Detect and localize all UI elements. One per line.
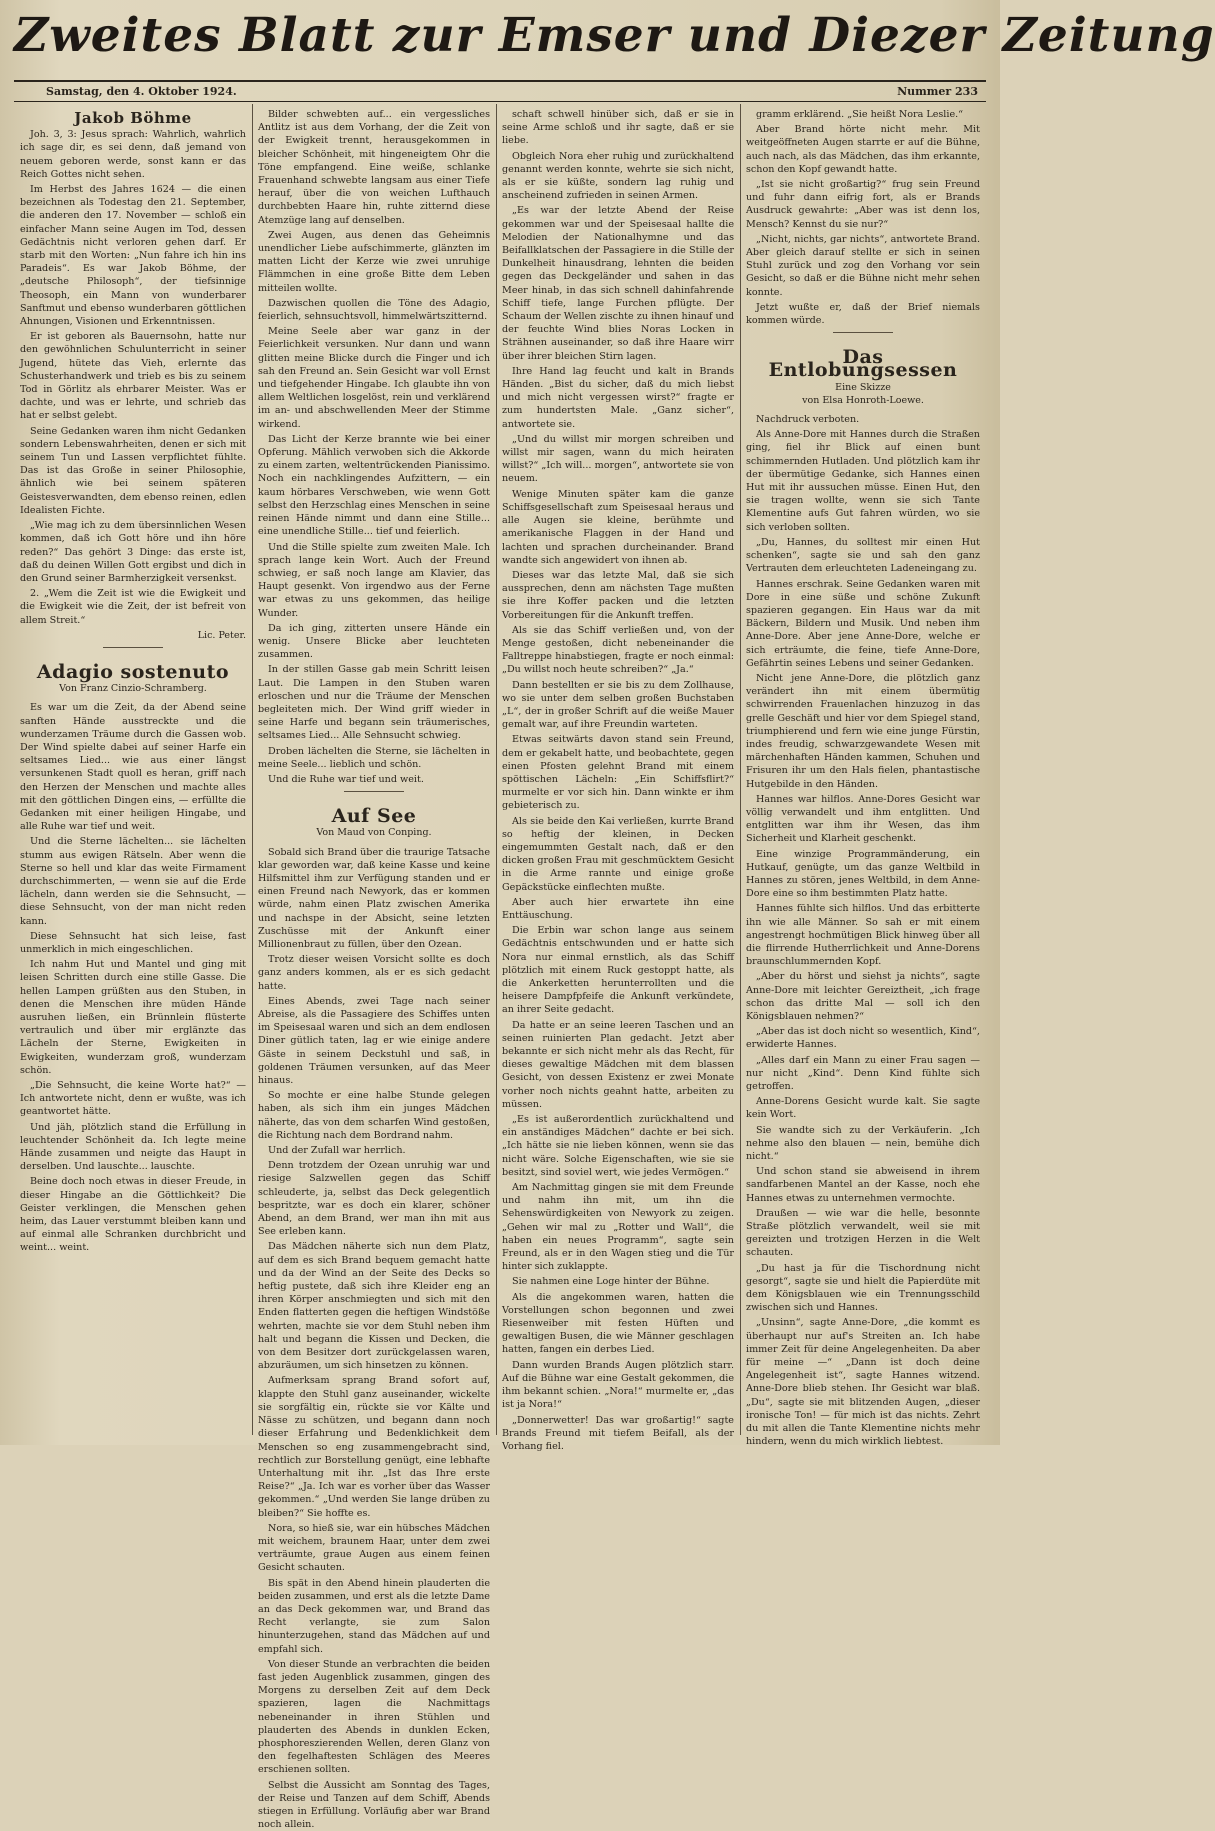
article-paragraph: Dann bestellten er sie bis zu dem Zollhause, wo sie unter dem selben großen Buchstaben „L“, der in großer Schrift auf die weiße Mauer gemalt war, auf ihre Freundin warteten.: [502, 679, 734, 731]
article-paragraph: schaft schwell hinüber sich, daß er sie in seine Arme schloß und ihr sagte, daß er sie liebe.: [502, 109, 734, 147]
article-paragraph: Seine Gedanken waren ihm nicht Gedanken sondern Lebenswahrheiten, denen er sich mit seinem Tun und Lassen verpflichtet fühlte. Das ist das Große in seiner Philosophie, ähnlich wie bei seinem späteren Geistesverwandten, dem ebenso reinen, edlen Idealisten Fichte.: [20, 425, 246, 516]
article-paragraph: Ich nahm Hut und Mantel und ging mit leisen Schritten durch eine stille Gasse. Die hellen Lampen grüßten aus den Stuben, in denen die Menschen ihre müden Hände ausruhen ließen, ein Brünnlein flüsterte vertraulich und über mir erglänzte das Lächeln der Sterne, Ewigkeiten in Ewigkeiten, wunderzam groß, wunderzam schön.: [20, 959, 246, 1076]
article-paragraph: Das Licht der Kerze brannte wie bei einer Opferung. Mählich verwoben sich die Akkorde zu einem zarten, weltentrückenden Pianissimo. Noch ein nachklingendes Aufzittern, — ein kaum hörbares Verschweben, wie wenn Gott selbst den Herzschlag eines Menschen in seine reinen Hände nimmt und dann eine Stille... eine unendliche Stille... tief und feierlich.: [258, 433, 490, 538]
article-paragraph: Obgleich Nora eher ruhig und zurückhaltend genannt werden konnte, wehrte sie sich nicht, als er sie küßte, sondern lag ruhig und anscheinend zufrieden in seinen Armen.: [502, 150, 734, 202]
article-paragraph: Und schon stand sie abweisend in ihrem sandfarbenen Mantel an der Kasse, noch ehe Hannes etwas zu unternehmen vermochte.: [746, 1166, 980, 1204]
article-paragraph: „Die Sehnsucht, die keine Worte hat?“ — Ich antwortete nicht, denn er wußte, was ich geantwortet hätte.: [20, 1080, 246, 1118]
masthead-title: Zweites Blatt zur Emser und Diezer Zeitung: [14, 8, 1215, 63]
article-paragraph: Dann wurden Brands Augen plötzlich starr. Auf die Bühne war eine Gestalt gekommen, die ihm bekannt schien. „Nora!“ murmelte er, „das ist ja Nora!“: [502, 1359, 734, 1411]
article-paragraph: Aufmerksam sprang Brand sofort auf, klappte den Stuhl ganz auseinander, wickelte sie sorgfältig ein, rückte sie vor Kälte und Nässe zu schützen, und begann dann noch dieser Erfahrung und Bedenklichkeit dem Menschen so eng zusammengebracht sind, rechtlich zur Borstellung genügt, eine lebhafte Unterhaltung mit ihr. „Ist das Ihre erste Reise?“ „Ja. Ich war es vorher über das Wasser gekommen.“ „Und werden Sie lange drüben zu bleiben?“ Sie hoffte es.: [258, 1375, 490, 1519]
article-paragraph: Hannes war hilflos. Anne-Dores Gesicht war völlig verwandelt und ihm entglitten. Und entglitten war ihm ihr Wesen, das ihm Sicherheit und Klarheit geschenkt.: [746, 793, 980, 845]
article-paragraph: Nora, so hieß sie, war ein hübsches Mädchen mit weichem, braunem Haar, unter dem zwei verträumte, graue Augen aus einem feinen Gesicht schauten.: [258, 1522, 490, 1574]
issue-number: Nummer 233: [897, 85, 978, 98]
article-paragraph: Sobald sich Brand über die traurige Tatsache klar geworden war, daß keine Kasse und keine Hilfsmittel ihm zur Verfügung standen und er einen Freund nach Newyork, das er kommen würde, nahm einen Platz zwischen Amerika und nachspe in der Absicht, seine letzten Zuschüsse mit der Ankunft einer Millionenbraut zu füllen, über den Ozean.: [258, 846, 490, 950]
article-paragraph: „Ist sie nicht großartig?“ frug sein Freund und fuhr dann eifrig fort, als er Brands Ausdruck gewahrte: „Aber was ist denn los, Mensch? Kennst du sie nur?“: [746, 179, 980, 230]
article-byline: Von Franz Cinzio-Schramberg.: [59, 683, 207, 695]
article-paragraph: Anne-Dorens Gesicht wurde kalt. Sie sagte kein Wort.: [746, 1096, 980, 1121]
article-paragraph: Als die angekommen waren, hatten die Vorstellungen schon begonnen und zwei Riesenweiber mit festen Hüften und gewaltigen Busen, die wie Männer geschlagen hatten, fangen ein derbes Lied.: [502, 1291, 734, 1356]
article-paragraph: Und jäh, plötzlich stand die Erfüllung in leuchtender Schönheit da. Ich legte meine Hände zusammen und neigte das Haupt in derselben. Und lauschte... lauschte.: [20, 1121, 246, 1173]
article-paragraph: Eines Abends, zwei Tage nach seiner Abreise, als die Passagiere des Schiffes unten im Speisesaal waren und sich an dem endlosen Diner gütlich taten, lag er wie einige andere Gäste in seinem Deckstuhl und saß, in goldenen Träumen versunken, auf das Meer hinaus.: [258, 995, 490, 1087]
article-divider: [103, 647, 163, 648]
article-paragraph: Eine winzige Programmänderung, ein Hutkauf, genügte, um das ganze Weltbild in Hannes zu stören, jenes Weltbild, in dem Anne-Dore eine so ihm bestimmten Platz hatte.: [746, 848, 980, 900]
article-paragraph: Droben lächelten die Sterne, sie lächelten in meine Seele... lieblich und schön.: [258, 745, 490, 770]
article-paragraph: Und der Zufall war herrlich.: [268, 1145, 406, 1157]
article-paragraph: „Du hast ja für die Tischordnung nicht gesorgt“, sagte sie und hielt die Papierdüte mit dem Königsblauen wie ein Trennungsschild zwischen sich und Hannes.: [746, 1262, 980, 1314]
article-paragraph: Von dieser Stunde an verbrachten die beiden fast jeden Augenblick zusammen, gingen des Morgens zu derselben Zeit auf dem Deck spazieren, lagen die Nachmittags nebeneinander in ihren Stühlen und plauderten des Abends in dunklen Ecken, phosphoreszierenden Wellen, deren Glanz von den fegelhaftesten Schlägen des Meeres erschienen sollten.: [258, 1658, 490, 1776]
reprint-note: Nachdruck verboten.: [756, 414, 860, 426]
article-paragraph: Bilder schwebten auf... ein vergessliches Antlitz ist aus dem Vorhang, der die Zeit von der Ewigkeit trennt, herausgekommen in bleicher Schönheit, mit hingeneigtem Ohr die Töne empfangend. Eine weiße, schlanke Frauenhand schwebte langsam aus einer Tiefe herauf, über die von weichen Lufthauch durchbebten Haare hin, ruhte zitternd diese Atemzüge lang auf denselben.: [258, 109, 490, 226]
article-paragraph: Als Anne-Dore mit Hannes durch die Straßen ging, fiel ihr Blick auf einen bunt schimmernden Hutladen. Und plötzlich kam ihr der übermütige Gedanke, sich Hannes einen Hut mit ihr aussuchen müsse. Einen Hut, den sie tragen wollte, wenn sie sich Tante Klementine aufs Gut fahren würden, wo sie sich verloben sollten.: [746, 429, 980, 533]
article-paragraph: Wenige Minuten später kam die ganze Schiffsgesellschaft zum Speisesaal heraus und alle Augen sie kleine, berühmte und amerikanische Flaggen in der Hand und lachten und sprachen durcheinander. Brand wandte sich angewidert von ihnen ab.: [502, 488, 734, 566]
article-paragraph: Joh. 3, 3: Jesus sprach: Wahrlich, wahrlich ich sage dir, es sei denn, daß jemand von neuem geboren werde, sonst kann er das Reich Gottes nicht sehen.: [20, 129, 246, 180]
article-paragraph: Jetzt wußte er, daß der Brief niemals kommen würde.: [746, 301, 980, 327]
article-paragraph: „Du, Hannes, du solltest mir einen Hut schenken“, sagte sie und sah den ganz Vertrauten dem erleuchteten Ladeneingang zu.: [746, 536, 980, 575]
article-paragraph: Aber auch hier erwartete ihn eine Enttäuschung.: [502, 896, 734, 921]
article-paragraph: Und die Sterne lächelten... sie lächelten stumm aus ewigen Rätseln. Aber wenn die Sterne so hell und klar das weite Firmament durchschimmerten, — wenn sie auf die Erde lächeln, dann werden sie die Sehnsucht, — diese Sehnsucht, von der man nicht reden kann.: [20, 836, 246, 927]
article-title: Jakob Böhme: [74, 109, 192, 127]
article-paragraph: Er ist geboren als Bauernsohn, hatte nur den gewöhnlichen Schulunterricht in seiner Jugend, hütete das Vieh, erlernte das Schusterhandwerk und trieb es bis zu seinem Tod in Görlitz als ehrbarer Meister. Was er dachte, und was er lehrte, und schrieb das hat er selbst gelebt.: [20, 331, 246, 422]
article-paragraph: Beine doch noch etwas in dieser Freude, in dieser Hingabe an die Göttlichkeit? Die Geister verklingen, die Menschen gehen heim, das Lauer verstummt bleiben kann und auf einmal alle Schranken durchbricht und weint... weint.: [20, 1176, 246, 1254]
article-paragraph: „Nicht, nichts, gar nichts“, antwortete Brand. Aber gleich darauf stellte er sich in seinen Stuhl zurück und zog den Vorhang vor sein Gesicht, so daß er die Bühne nicht mehr sehen konnte.: [746, 233, 980, 298]
article-paragraph: Da ich ging, zitterten unsere Hände ein wenig. Unsere Blicke aber leuchteten zusammen.: [258, 622, 490, 661]
article-byline: von Elsa Honroth-Loewe.: [802, 394, 924, 406]
article-paragraph: Nicht jene Anne-Dore, die plötzlich ganz verändert ihn mit einem übermütig schwirrenden Frauenlachen hinzuzog in das grelle Geschäft und hier vor dem Spiegel stand, triumphierend und fern wie eine junge Fürstin, indes freudig, schwarzgewandete Wesen mit märchenhaften Händen kammen, Schuhen und Frisuren ihr um den Hals fielen, phantastische Hutgebilde in den Händen.: [746, 672, 980, 790]
article-paragraph: Sie wandte sich zu der Verkäuferin. „Ich nehme also den blauen — nein, bemühe dich nicht.“: [746, 1124, 980, 1163]
article-title: Adagio sostenuto: [36, 660, 230, 683]
article-paragraph: „Unsinn“, sagte Anne-Dore, „die kommt es überhaupt nur auf's Streiten an. Ich habe immer Zeit für deine Angelegenheiten. Da aber für meine —“ „Dann ist doch deine Angelegenheit ist“, sagte Hannes witzend. Anne-Dore blieb stehen. Ihr Gesicht war blaß. „Du“, sagte sie mit blitzenden Augen, „dieser ironische Ton! — für mich ist das nichts. Zehrt du mit allen die Tante Klementine nichts mehr hindern, wenn du mich wirklich liebtest.: [746, 1317, 980, 1448]
masthead-rule-top: [14, 80, 986, 82]
article-paragraph: Dazwischen quollen die Töne des Adagio, feierlich, sehnsuchtsvoll, himmelwärtszitternd.: [258, 297, 490, 323]
article-paragraph: Meine Seele aber war ganz in der Feierlichkeit versunken. Nur dann und wann glitten meine Blicke durch die Finger und ich sah den Freund an. Sein Gesicht war voll Ernst und tiefgehender Hingabe. Ich glaubte ihn von allem Weltlichen losgelöst, rein und verklärend im an- und abschwellenden Meer der Stimme wirkend.: [258, 326, 490, 430]
article-subtitle: Eine Skizze: [835, 381, 891, 393]
article-paragraph: „Wie mag ich zu dem übersinnlichen Wesen kommen, daß ich Gott höre und ihn höre reden?“ Das gehört 3 Dinge: das erste ist, daß du deinen Willen Gott ergibst und dich in den Grund seiner Barmherzigkeit versenkst.: [20, 520, 246, 584]
article-paragraph: „Es ist außerordentlich zurückhaltend und ein anständiges Mädchen“ dachte er bei sich. „Ich hätte sie nie lieben können, wenn sie das nicht wäre. Solche Eigenschaften, wie sie sie besitzt, sind soviel wert, wie jedes Vermögen.“: [502, 1114, 734, 1178]
article-paragraph: gramm erklärend. „Sie heißt Nora Leslie.“: [756, 109, 964, 120]
article-paragraph: Und die Ruhe war tief und weit.: [268, 773, 424, 785]
article-paragraph: Es war um die Zeit, da der Abend seine sanften Hände ausstreckte und die wunderzamen Träume durch die Gassen wob. Der Wind spielte dabei auf seiner Harfe ein seltsames Lied... wie aus einer längst versunkenen Stadt quoll es heran, griff nach den Herzen der Menschen und machte alles mit den göttlichen Dingen eins, — erfüllte die Gedanken mit einer heiligen Hingabe, und alle Ruhe war tief und weit.: [20, 702, 246, 833]
article-paragraph: Am Nachmittag gingen sie mit dem Freunde und nahm ihn mit, um ihn die Sehenswürdigkeiten von Newyork zu zeigen. „Gehen wir mal zu „Rotter und Wall“, die haben ein neues Programm“, sagte sein Freund, als er in den Wagen stieg und die Tür hinter sich zuklappte.: [502, 1182, 734, 1273]
article-paragraph: So mochte er eine halbe Stunde gelegen haben, als sich ihm ein junges Mädchen näherte, das von dem scharfen Wind gestoßen, die Richtung nach dem Bordrand nahm.: [258, 1090, 490, 1141]
article-paragraph: Trotz dieser weisen Vorsicht sollte es doch ganz anders kommen, als er es sich gedacht hatte.: [258, 954, 490, 992]
article-title: Auf See: [331, 805, 417, 828]
article-paragraph: Und die Stille spielte zum zweiten Male. Ich sprach lange kein Wort. Auch der Freund schwieg, er saß noch lange am Klavier, das Haupt gesenkt. Von irgendwo aus der Ferne war etwas zu uns gekommen, das heilige Wunder.: [258, 541, 490, 619]
article-paragraph: Die Erbin war schon lange aus seinem Gedächtnis entschwunden und er hatte sich Nora nur einmal ernstlich, als das Schiff plötzlich mit einem Ruck gestoppt hatte, als die Ankerketten herunterrollten und die heisere Dampfpfeife die Ankunft verkündete, an ihrer Seite gedacht.: [502, 925, 734, 1016]
article-paragraph: Dieses war das letzte Mal, daß sie sich aussprechen, denn am nächsten Tage mußten sie ihre Koffer packen und die letzten Vorbereitungen für die Ankunft treffen.: [502, 569, 734, 621]
column-divider: [252, 104, 253, 1435]
article-paragraph: Als sie das Schiff verließen und, von der Menge gestoßen, dicht nebeneinander die Falltreppe hinabstiegen, fragte er noch einmal: „Du willst noch heute schreiben?“ „Ja.“: [502, 624, 734, 676]
article-paragraph: Denn trotzdem der Ozean unruhig war und riesige Salzwellen gegen das Schiff schleuderte, ja, selbst das Deck gelegentlich bespritzte, war es doch ein klarer, schöner Abend, an dem Brand, wer man ihn mit aus See erleben kann.: [258, 1160, 490, 1238]
article-paragraph: Im Herbst des Jahres 1624 — die einen bezeichnen als Todestag den 21. September, die anderen den 17. November — schloß ein einfacher Mann seine Augen im Tod, dessen Gedächtnis nicht verloren gehen darf. Er starb mit den Worten: „Nun fahre ich hin ins Paradeis“. Es war Jakob Böhme, der „deutsche Philosoph“, der tiefsinnige Theosoph, ein Mann von wunderbarer Sanftmut und ebenso wunderbaren göttlichen Ahnungen, Visionen und Erkenntnissen.: [20, 184, 246, 328]
article-paragraph: „Aber du hörst und siehst ja nichts“, sagte Anne-Dore mit leichter Gereiztheit, „ich frage schon das dritte Mal — soll ich den Königsblauen nehmen?“: [746, 971, 980, 1022]
article-paragraph: „Es war der letzte Abend der Reise gekommen war und der Speisesaal hallte die Melodien der Nationalhymne und das Beifallklatschen der Passagiere in die Stille der Dunkelheit hinausdrang, lehnten die beiden gegen das Deckgeländer und sahen in das Meer hinab, in das sich schnell dahinfahrende Schiff tiefe, lange Furchen pflügte. Der Schaum der Wellen zischte zu ihnen hinauf und der feuchte Wind blies Noras Locken in Strähnen auseinander, so daß ihre Haare wirr über ihrer bleichen Stirn lagen.: [502, 205, 734, 362]
article-signature: Lic. Peter.: [197, 629, 246, 641]
column-4: [746, 108, 980, 1448]
article-paragraph: Das Mädchen näherte sich nun dem Platz, auf dem es sich Brand bequem gemacht hatte und da der Wind an der Seite des Decks so heftig pustete, daß sich ihre Kleider eng an ihren Körper anschmiegten und sich mit den Enden flatterten gegen die heftigen Windstöße wehrten, machte sie vor dem Stuhl neben ihm halt und begann die Kissen und Decken, die von dem Besitzer dort zurückgelassen waren, abzuräumen, um sich hinsetzen zu können.: [258, 1241, 490, 1372]
article-paragraph: In der stillen Gasse gab mein Schritt leisen Laut. Die Lampen in den Stuben waren erloschen und nur die Träume der Menschen begleiteten mich. Der Wind griff wieder in seine Harfe und begann sein träumerisches, seltsames Lied... Alle Sehnsucht schwieg.: [258, 664, 490, 742]
column-1: [20, 108, 246, 1438]
article-paragraph: Hannes fühlte sich hilflos. Und das erbitterte ihn wie alle Männer. So sah er mit einem angestrengt hochmütigen Blick hinweg über all die flirrende Hutherrlichkeit und Anne-Dorens braunschlummernden Kopf.: [746, 903, 980, 968]
article-paragraph: Da hatte er an seine leeren Taschen und an seinen ruinierten Plan gedacht. Jetzt aber bekannte er sich nicht mehr als das Recht, für dieses gewaltige Mädchen mit dem blassen Gesicht, von dessen Existenz er zwei Monate vorher noch nichts geahnt hatte, arbeiten zu müssen.: [502, 1019, 734, 1110]
article-paragraph: Zwei Augen, aus denen das Geheimnis unendlicher Liebe aufschimmerte, glänzten im matten Licht der Kerze wie zwei unruhige Flämmchen in eine große Bitte dem Leben mitteilen wollte.: [258, 229, 490, 294]
article-paragraph: Diese Sehnsucht hat sich leise, fast unmerklich in mich eingeschlichen.: [20, 930, 246, 955]
article-paragraph: Ihre Hand lag feucht und kalt in Brands Händen. „Bist du sicher, daß du mich liebst und mich nicht vergessen wirst?“ fragte er zum hundertsten Male. „Ganz sicher“, antwortete sie.: [502, 365, 734, 430]
article-paragraph: Als sie beide den Kai verließen, kurrte Brand so heftig der kleinen, in Decken eingemummten Gestalt nach, daß er den dicken großen Frau mit geschmücktem Gesicht in die Arme rannte und einige große Gepäckstücke einflechten mußte.: [502, 815, 734, 893]
article-paragraph: „Donnerwetter! Das war großartig!“ sagte Brands Freund mit tiefem Beifall, als der Vorhang fiel.: [502, 1414, 734, 1452]
article-paragraph: „Aber das ist doch nicht so wesentlich, Kind“, erwiderte Hannes.: [746, 1026, 980, 1051]
article-paragraph: Sie nahmen eine Loge hinter der Bühne.: [512, 1276, 710, 1288]
dateline: Samstag, den 4. Oktober 1924.: [46, 85, 237, 98]
article-divider: [833, 332, 893, 333]
article-paragraph: Aber Brand hörte nicht mehr. Mit weitgeöffneten Augen starrte er auf die Bühne, auch nach, als das Mädchen, das ihm erkannte, schon den Kopf gewandt hatte.: [746, 124, 980, 175]
column-3: [502, 108, 734, 1452]
article-paragraph: Draußen — wie war die helle, besonnte Straße plötzlich verwandelt, weil sie mit gereizten und trotzigen Herzen in die Welt schauten.: [746, 1207, 980, 1259]
article-title: Das Entlobungsessen: [768, 346, 958, 382]
article-paragraph: „Alles darf ein Mann zu einer Frau sagen — nur nicht „Kind“. Denn Kind fühlte sich getroffen.: [746, 1054, 980, 1093]
article-paragraph: „Und du willst mir morgen schreiben und willst mir sagen, wann du mich heiraten willst?“ „Ich will... morgen“, antwortete sie von neuem.: [502, 433, 734, 485]
article-divider: [344, 791, 404, 792]
article-paragraph: Bis spät in den Abend hinein plauderten die beiden zusammen, und erst als die letzte Dame an das Deck gekommen war, und Brand das Recht verlangte, sie zum Salon hinunterzugehen, stand das Mädchen auf und empfahl sich.: [258, 1577, 490, 1655]
article-paragraph: Selbst die Aussicht am Sonntag des Tages, der Reise und Tanzen auf dem Schiff, Abends stiegen in Erfüllung. Vorläufig aber war Brand noch allein.: [258, 1779, 490, 1831]
article-byline: Von Maud von Conping.: [316, 827, 432, 839]
column-divider: [496, 104, 497, 1435]
article-paragraph: 2. „Wem die Zeit ist wie die Ewigkeit und die Ewigkeit wie die Zeit, der ist befreit von allem Streit.“: [20, 588, 246, 626]
column-2: [258, 108, 490, 1831]
masthead-rule-bottom: [14, 101, 986, 102]
article-paragraph: Hannes erschrak. Seine Gedanken waren mit Dore in eine süße und schöne Zukunft spazieren gegangen. Ein Haus war da mit Bäckern, Bildern und Musik. Und neben ihm Anne-Dore. Aber jene Anne-Dore, welche er sich erträumte, die feine, tiefe Anne-Dore, Gefährtin seines Lebens und seiner Gedanken.: [746, 578, 980, 669]
article-paragraph: Etwas seitwärts davon stand sein Freund, dem er gekabelt hatte, und beobachtete, gegen einen Pfosten gelehnt Brand mit einem spöttischen Lächeln: „Ein Schiffsflirt?“ murmelte er vor sich hin. Dann winkte er ihm gebieterisch zu.: [502, 734, 734, 812]
column-divider: [740, 104, 741, 1435]
